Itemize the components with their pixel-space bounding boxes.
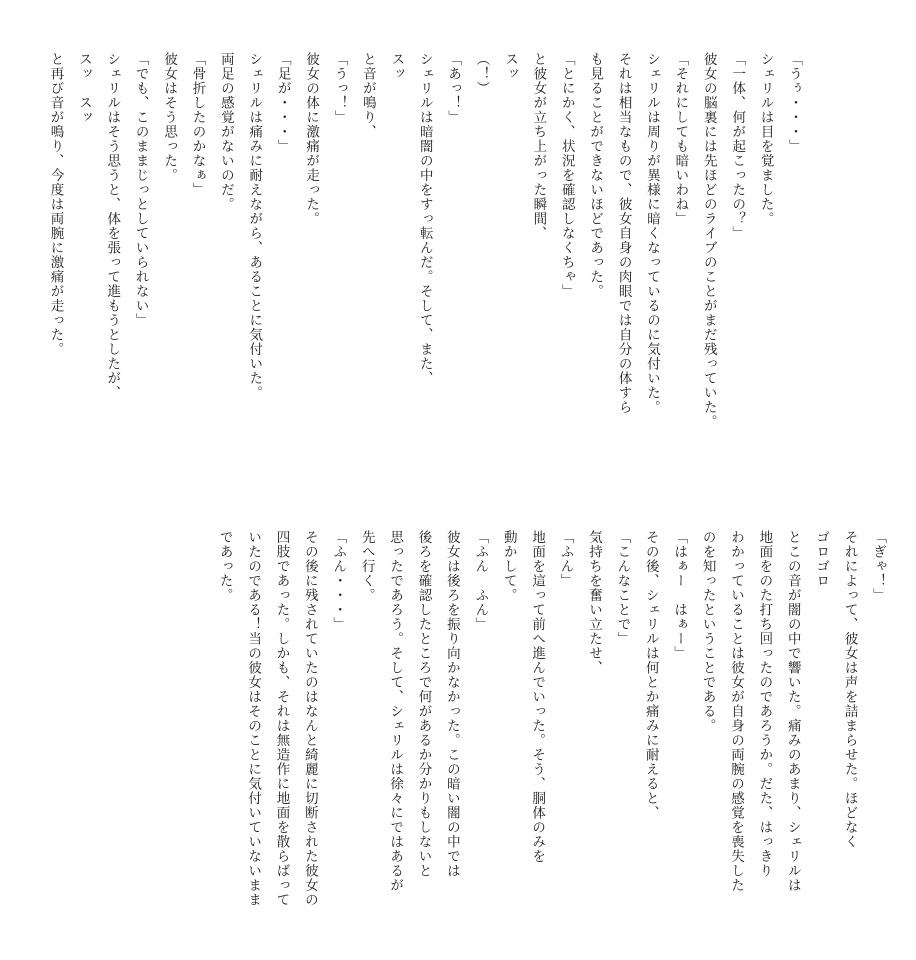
text-line: 彼女は後ろを振り向かなかった。この暗い闇の中では: [443, 530, 460, 878]
text-line: スッ: [388, 52, 405, 81]
text-line: シェリルはそう思うと、体を張って進もうとしたが、: [104, 52, 121, 400]
text-line: 「骨折したのかなぁ」: [189, 52, 206, 197]
text-line: スッ: [501, 52, 518, 81]
text-line: 彼女の脳裏には先ほどのライブのことがまだ残っていた。: [700, 52, 717, 429]
text-line: 「ぎゃ！」: [870, 530, 886, 603]
text-line: 「一体、何が起こったの？」: [729, 52, 746, 241]
text-line: シェリルは暗闇の中をすっ転んだ。そして、また、: [416, 52, 433, 386]
text-line: 「ふん」: [557, 530, 574, 588]
text-line: 地面をのた打ち回ったのであろうか。だた、はっきり: [756, 530, 773, 878]
text-line: スッ スッ: [75, 52, 92, 125]
text-line: 彼女はそう思った。: [161, 52, 178, 183]
text-line: 「とにかく、状況を確認しなくちゃ」: [558, 52, 575, 299]
text-line: と再び音が鳴り、今度は両腕に激痛が走った。: [47, 52, 64, 357]
text-line: わかっていることは彼女が自身の両腕の感覚を喪失した: [727, 530, 744, 893]
text-line: 「はぁー はぁー」: [671, 530, 688, 661]
text-line: いたのである！当の彼女はそのことに気付いていないまま: [245, 530, 262, 907]
text-line: 地面を這って前へ進んでいった。そう、胴体のみを: [529, 530, 546, 864]
text-line: と音が鳴り、: [359, 52, 376, 139]
text-line: シェリルは痛みに耐えながら、あることに気付いた。: [246, 52, 263, 400]
text-line: それによって、彼女は声を詰まらせた。ほどなく: [841, 530, 858, 849]
text-line: 「ふん・・・」: [330, 530, 347, 632]
text-line: 彼女の体に激痛が走った。: [303, 52, 320, 226]
text-line: 動かして。: [500, 530, 517, 603]
text-line: も見ることができないほどであった。: [587, 52, 604, 299]
text-line: 「ふん ふん」: [472, 530, 489, 632]
text-line: 「うっ！」: [331, 52, 348, 125]
text-line: その後に残されていたのはなんと綺麗に切断された彼女の: [301, 530, 318, 907]
text-line: 「こんなことで」: [614, 530, 631, 646]
text-line: 気持ちを奮い立たせ、: [585, 530, 602, 675]
text-line: 先へ行く。: [358, 530, 375, 603]
text-line: ゴロゴロ: [813, 530, 830, 588]
text-line: 両足の感覚がないのだ。: [217, 52, 234, 212]
text-line: とこの音が闇の中で響いた。痛みのあまり、シェリルは: [784, 530, 801, 893]
lower-text-block: [210, 530, 892, 930]
text-line: 四肢であった。しかも、それは無造作に地面を散らばって: [273, 530, 290, 907]
text-line: 「それにしても暗いわね」: [672, 52, 689, 226]
text-line: （！）: [473, 52, 490, 96]
text-line: それは相当なもので、彼女自身の肉眼では自分の体すら: [615, 52, 632, 415]
text-line: 「でも、このままじっとしていられない」: [132, 52, 149, 328]
text-line: 「うぅ・・・」: [786, 52, 802, 154]
text-line: と彼女が立ち上がった瞬間、: [530, 52, 547, 241]
text-line: シェリルは周りが異様に暗くなっているのに気付いた。: [643, 52, 660, 415]
text-line: 後ろを確認したところで何があるか分かりもしないと: [415, 530, 432, 878]
text-line: その後、シェリルは何とか痛みに耐えると、: [642, 530, 659, 820]
text-line: 「あっ！」: [445, 52, 462, 125]
text-line: 「足が・・・」: [274, 52, 291, 154]
text-line: のを知ったということである。: [699, 530, 716, 733]
upper-text-block: [41, 52, 808, 492]
text-line: 思ったであろう。そして、シェリルは徐々にではあるが: [387, 530, 404, 893]
text-line: であった。: [216, 530, 233, 603]
text-line: シェリルは目を覚ました。: [757, 52, 774, 226]
